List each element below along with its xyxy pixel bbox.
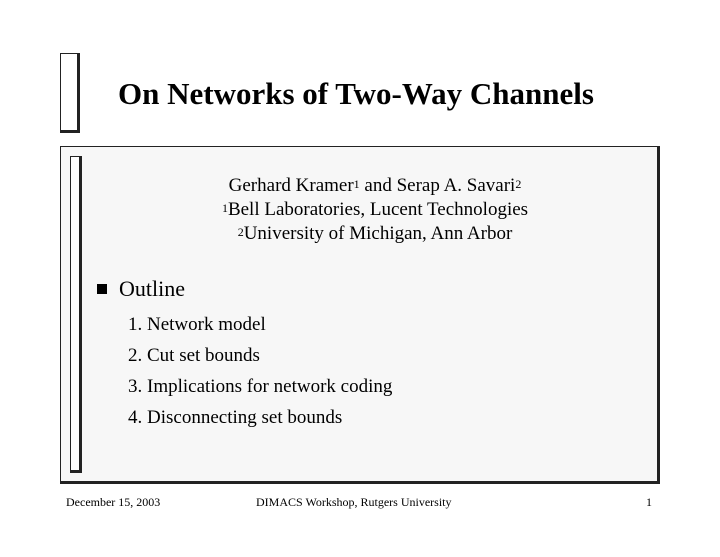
footer-page-number: 1 — [646, 495, 652, 509]
list-item: 3. Implications for network coding — [128, 376, 393, 397]
slide-title: On Networks of Two-Way Channels — [118, 76, 594, 111]
title-decoration-bar — [60, 53, 80, 133]
content-decoration-bar — [70, 156, 82, 473]
authors-line: Gerhard Kramer$^1$ and Serap A. Savari$^2$ — [228, 175, 522, 196]
outline-list — [128, 309, 392, 433]
authors-block — [100, 174, 650, 246]
list-item: 4. Disconnecting set bounds — [128, 407, 343, 428]
affiliation-1: $^1$Bell Laboratories, Lucent Technologies — [221, 199, 529, 220]
list-item: 1. Network model — [128, 314, 266, 335]
affiliation-2: $^2$University of Michigan, Ann Arbor — [237, 223, 513, 244]
outline-heading: Outline — [97, 276, 185, 302]
list-item: 2. Cut set bounds — [128, 345, 260, 366]
footer-date: December 15, 2003 — [66, 495, 161, 509]
footer-event: DIMACS Workshop, Rutgers University — [256, 495, 452, 509]
square-bullet-icon — [97, 284, 107, 294]
